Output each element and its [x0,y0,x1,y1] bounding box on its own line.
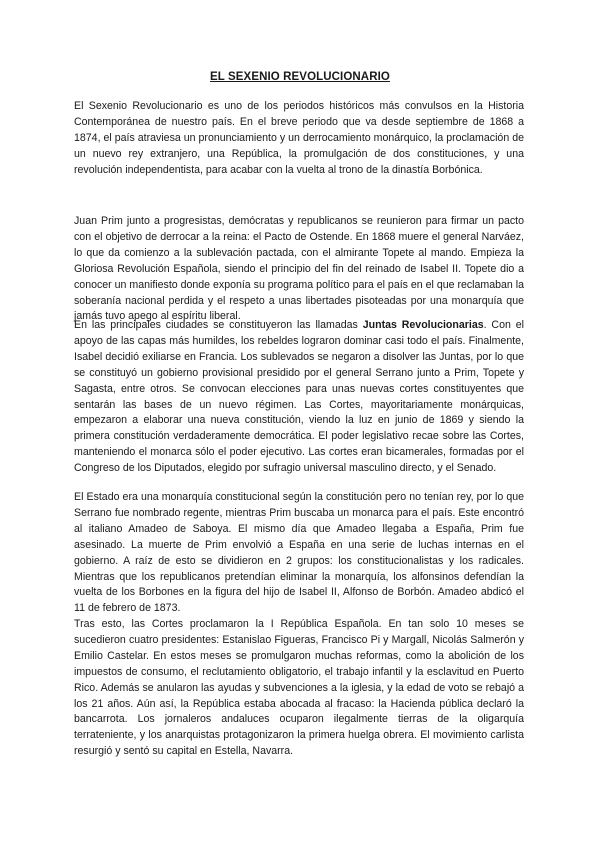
paragraph-primera-republica: Tras esto, las Cortes proclamaron la I República Española. En tan solo 10 meses se sucedieron cuatro presidentes: Estanislao Figueras, Francisco Pi y Margall, Nicolás Salmerón y Emilio Castelar. En estos meses se promulgaron muchas reformas, como la abolición de los impuestos de consumo, el reclutamiento obligatorio, el trabajo infantil y la esclavitud en Puerto Rico. Además se anularon las ayudas y subvenciones a la iglesia, y la edad de voto se rebajó a los 21 años. Aún así, la República estaba abocada al fracaso: la Hacienda pública declaró la bancarrota. Los jornaleros andaluces ocuparon ilegalmente tierras de la oligarquía terrateniente, y los anarquistas protagonizaron la primera huelga obrera. El movimiento carlista resurgió y sentó su capital en Estella, Navarra. [74,618,524,758]
paragraph-introduction: El Sexenio Revolucionario es uno de los periodos históricos más convulsos en la Historia Contemporánea de nuestro país. En el breve periodo que va desde septiembre de 1868 a 1874, el país atraviesa un pronunciamiento y un derrocamiento monárquico, la proclamación de un nuevo rey extranjero, una República, la promulgación de dos constituciones, y una revolución independentista, para acabar con la vuelta al trono de la dinastía Borbónica. [74,100,524,176]
paragraph-pacto-de-ostende: Juan Prim junto a progresistas, demócratas y republicanos se reunieron para firmar un pacto con el objetivo de derrocar a la reina: el Pacto de Ostende. En 1868 muere el general Narváez, lo que da comienzo a la sublevación pactada, con el almirante Topete al mando. Empieza la Gloriosa Revolución Española, siendo el principio del fin del reinado de Isabel II. Topete dio a conocer un manifiesto donde exponía su programa político para el país en el que reclamaban la soberanía nacional perdida y el respeto a unas libertades pisoteadas por una monarquía que jamás tuvo apego al espíritu liberal. [74,215,524,323]
paragraph-amadeo-de-saboya: El Estado era una monarquía constitucional según la constitución pero no tenían rey, por lo que Serrano fue nombrado regente, mientras Prim buscaba un monarca para el país. Este encontró al italiano Amadeo de Saboya. El mismo día que Amadeo llegaba a España, Prim fue asesinado. La muerte de Prim envolvió a España en una serie de luchas internas en el gobierno. A raíz de esto se dividieron en 2 grupos: los constitucionalistas y los radicales. Mientras que los republicanos pretendían eliminar la monarquía, los alfonsinos defendían la vuelta de los Borbones en la figura del hijo de Isabel II, Alfonso de Borbón. Amadeo abdicó el 11 de febrero de 1873. [74,491,524,615]
paragraph-juntas-revolucionarias [74,318,524,477]
bold-term: Juntas Revolucionarias [362,319,484,331]
paragraph-text: En las principales ciudades se constituyeron las llamadas [74,319,363,331]
document-title: EL SEXENIO REVOLUCIONARIO [210,71,390,83]
paragraph-text: . Con el apoyo de las capas más humildes, los rebeldes lograron dominar casi todo el país. Finalmente, Isabel decidió exiliarse en Francia. Los sublevados se negaron a disolver las Juntas, por lo que se constituyó un gobierno provisional presidido por el general Serrano junto a Prim, Topete y Sagasta, entre otros. Se convocan elecciones para unas nuevas cortes constituyentes que sentarán las bases de un nuevo régimen. Las Cortes, mayoritariamente monárquicas, empezaron a elaborar una nueva constitución, viendo la luz en junio de 1869 y siendo la primera constitución verdaderamente democrática. El poder legislativo recae sobre las Cortes, manteniendo el monarca sólo el poder ejecutivo. Las cortes eran bicamerales, formadas por el Congreso de los Diputados, elegido por sufragio universal masculino directo, y el Senado. [74,319,524,475]
